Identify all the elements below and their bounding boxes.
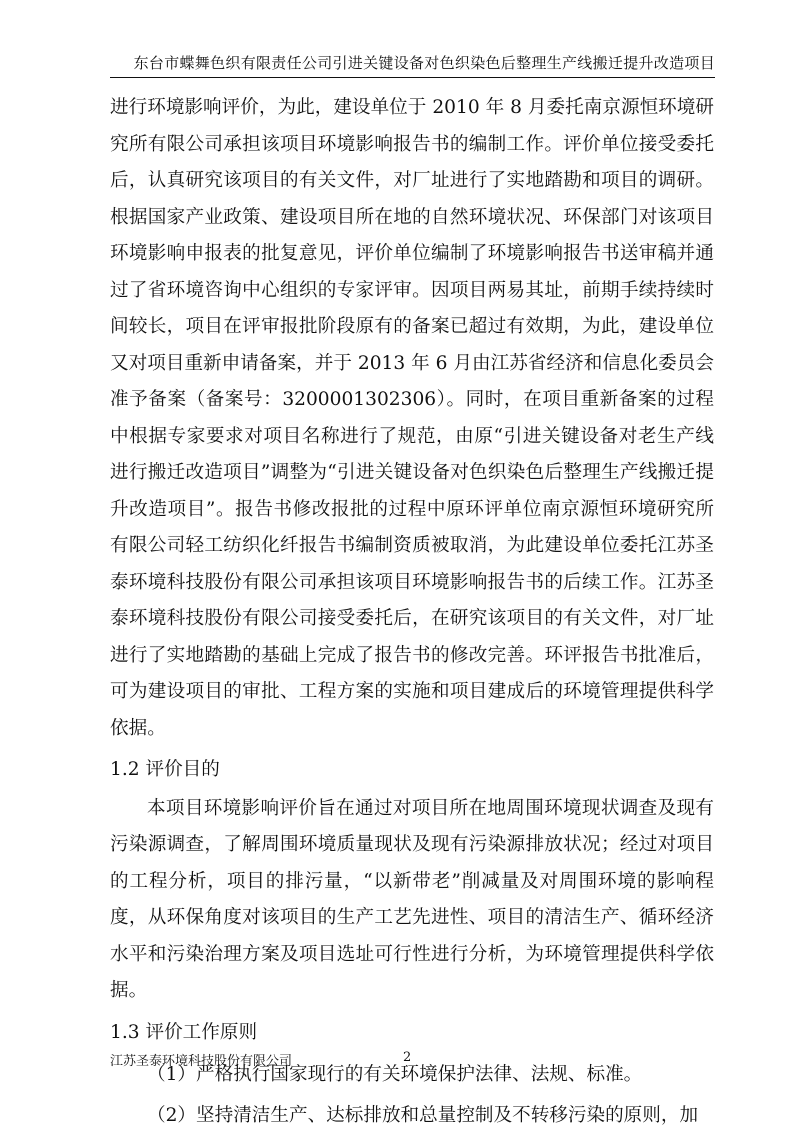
section-heading-1-3: 1.3 评价工作原则 [110,1010,714,1054]
footer-company-name: 江苏圣泰环境科技股份有限公司 [110,1050,292,1069]
footer-page-number: 2 [403,1050,411,1065]
principle-item-1: （1）严格执行国家现行的有关环境保护法律、法规、标准。 [110,1057,714,1094]
paragraph-continuation: 进行环境影响评价，为此，建设单位于 2010 年 8 月委托南京源恒环境研究所有限公司承担该项目环境影响报告书的编制工作。评价单位接受委托后，认真研究该项目的有关文件，对厂址进行了实地踏勘和项目的调研。根据国家产业政策、建设项目所在地的自然环境状况、环保部门对该项目环境影响申报表的批复意见，评价单位编制了环境影响报告书送审稿并通过了省环境咨询中心组织的专家评审。因项目两易其址，前期手续持续时间较长，项目在评审报批阶段原有的备案已超过有效期，为此，建设单位又对项目重新申请备案，并于 2013 年 6 月由江苏省经济和信息化委员会准予备案（备案号：3200001302306）。同时，在项目重新备案的过程中根据专家要求对项目名称进行了规范，由原“引进关键设备对老生产线进行搬迁改造项目”调整为“引进关键设备对色织染色后整理生产线搬迁提升改造项目”。报告书修改报批的过程中原环评单位南京源恒环境研究所有限公司轻工纺织化纤报告书编制资质被取消，为此建设单位委托江苏圣泰环境科技股份有限公司承担该项目环境影响报告书的后续工作。江苏圣泰环境科技股份有限公司接受委托后，在研究该项目的有关文件，对厂址进行了实地踏勘的基础上完成了报告书的修改完善。环评报告书批准后，可为建设项目的审批、工程方案的实施和项目建成后的环境管理提供科学依据。 [110,90,714,747]
section-heading-1-2: 1.2 评价目的 [110,747,714,791]
document-body [110,90,714,1134]
principle-item-2: （2）坚持清洁生产、达标排放和总量控制及不转移污染的原则，加 [110,1098,714,1134]
running-header-title: 东台市蝶舞色织有限责任公司引进关键设备对色织染色后整理生产线搬迁提升改造项目 [110,52,715,73]
paragraph-evaluation-purpose: 本项目环境影响评价旨在通过对项目所在地周围环境现状调查及现有污染源调查，了解周围环境质量现状及现有污染源排放状况；经过对项目的工程分析，项目的排污量，“以新带老”削减量及对周围环境的影响程度，从环保角度对该项目的生产工艺先进性、项目的清洁生产、循环经济水平和污染治理方案及项目选址可行性进行分析，为环境管理提供科学依据。 [110,791,714,1010]
header-rule [110,77,715,78]
